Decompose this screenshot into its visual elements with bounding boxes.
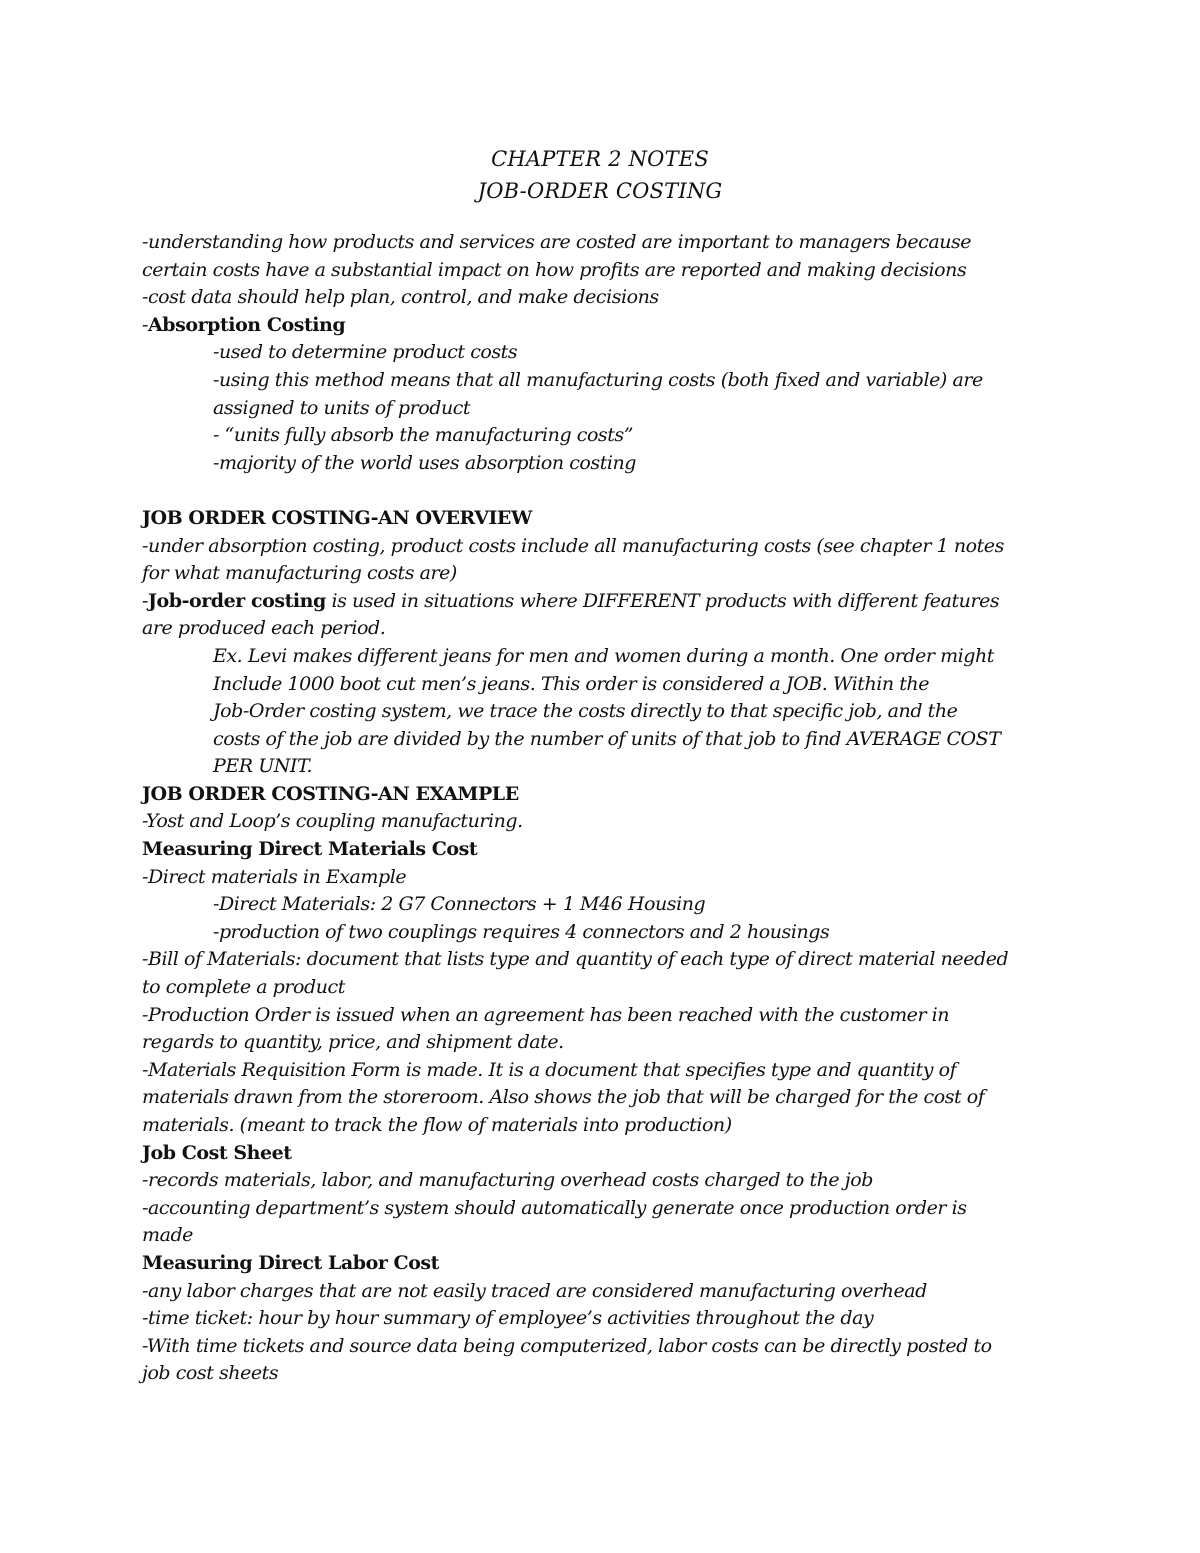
document-title: [0, 143, 1200, 207]
document-body: [142, 229, 1082, 1388]
example-line: Ex. Levi makes different jeans for men and women during a month. One order might: [213, 644, 994, 667]
intro-line: certain costs have a substantial impact on how profits are reported and making decisions: [142, 258, 967, 281]
job-order-prefix: -: [142, 589, 148, 612]
paragraph-gap: [142, 477, 1082, 505]
absorption-point: -majority of the world uses absorption costing: [213, 451, 637, 474]
intro-line: -cost data should help plan, control, and make decisions: [142, 286, 659, 309]
example-line: Include 1000 boot cut men’s jeans. This order is considered a JOB. Within the: [213, 672, 929, 695]
direct-labor-line: -With time tickets and source data being computerized, labor costs can be directly posted to: [142, 1334, 992, 1357]
absorption-point: assigned to units of product: [213, 396, 471, 419]
job-order-rest: is used in situations where DIFFERENT products with different features: [325, 589, 1000, 612]
job-order-line: are produced each period.: [142, 617, 386, 640]
direct-materials-text: to complete a product: [142, 976, 345, 999]
example-section-line: -Yost and Loop’s coupling manufacturing.: [142, 810, 523, 833]
direct-materials-text: -Production Order is issued when an agreement has been reached with the customer in: [142, 1003, 950, 1026]
example-heading: JOB ORDER COSTING-AN EXAMPLE: [142, 782, 519, 805]
intro-line: -understanding how products and services are costed are important to managers because: [142, 231, 972, 253]
job-order-definition: [142, 588, 1082, 616]
job-cost-sheet-line: made: [142, 1224, 193, 1247]
direct-materials-text: -Bill of Materials: document that lists type and quantity of each type of direct material needed: [142, 948, 1009, 971]
direct-labor-line: -time ticket: hour by hour summary of employee’s activities throughout the day: [142, 1307, 874, 1330]
job-cost-sheet-heading: Job Cost Sheet: [142, 1141, 292, 1164]
absorption-heading: [142, 312, 1082, 340]
direct-labor-line: job cost sheets: [142, 1362, 279, 1385]
direct-materials-text: -Materials Requisition Form is made. It is a document that specifies type and quantity of: [142, 1058, 957, 1081]
direct-materials-heading: Measuring Direct Materials Cost: [142, 838, 478, 861]
overview-line: for what manufacturing costs are): [142, 562, 457, 585]
direct-materials-point: -production of two couplings requires 4 connectors and 2 housings: [213, 920, 830, 943]
absorption-point: -used to determine product costs: [213, 341, 518, 364]
absorption-prefix: -: [142, 313, 148, 336]
example-line: PER UNIT.: [213, 755, 313, 778]
chapter-title: CHAPTER 2 NOTES: [491, 147, 709, 171]
direct-labor-line: -any labor charges that are not easily traced are considered manufacturing overhead: [142, 1279, 927, 1302]
direct-materials-text: regards to quantity, price, and shipment date.: [142, 1031, 564, 1054]
document-page: [142, 143, 1082, 1388]
absorption-heading-text: Absorption Costing: [147, 313, 346, 336]
direct-labor-heading: Measuring Direct Labor Cost: [142, 1251, 440, 1274]
overview-line: -under absorption costing, product costs include all manufacturing costs (see chapter 1 notes: [142, 534, 1004, 557]
direct-materials-point: -Direct Materials: 2 G7 Connectors + 1 M46 Housing: [213, 893, 706, 916]
absorption-point: -using this method means that all manufacturing costs (both fixed and variable) are: [213, 368, 983, 391]
example-line: Job-Order costing system, we trace the costs directly to that specific job, and the: [213, 700, 958, 723]
job-cost-sheet-line: -records materials, labor, and manufacturing overhead costs charged to the job: [142, 1169, 873, 1192]
job-cost-sheet-line: -accounting department’s system should automatically generate once production order is: [142, 1196, 967, 1219]
overview-heading: JOB ORDER COSTING-AN OVERVIEW: [142, 506, 532, 529]
direct-materials-text: materials. (meant to track the flow of materials into production): [142, 1114, 732, 1136]
example-line: costs of the job are divided by the number of units of that job to find AVERAGE COST: [213, 727, 1001, 750]
chapter-subtitle: JOB-ORDER COSTING: [477, 179, 723, 203]
direct-materials-line: -Direct materials in Example: [142, 865, 407, 888]
absorption-point: - “units fully absorb the manufacturing costs”: [213, 424, 633, 447]
direct-materials-text: materials drawn from the storeroom. Also shows the job that will be charged for the cost of: [142, 1086, 985, 1109]
job-order-term: Job-order costing: [147, 589, 326, 612]
